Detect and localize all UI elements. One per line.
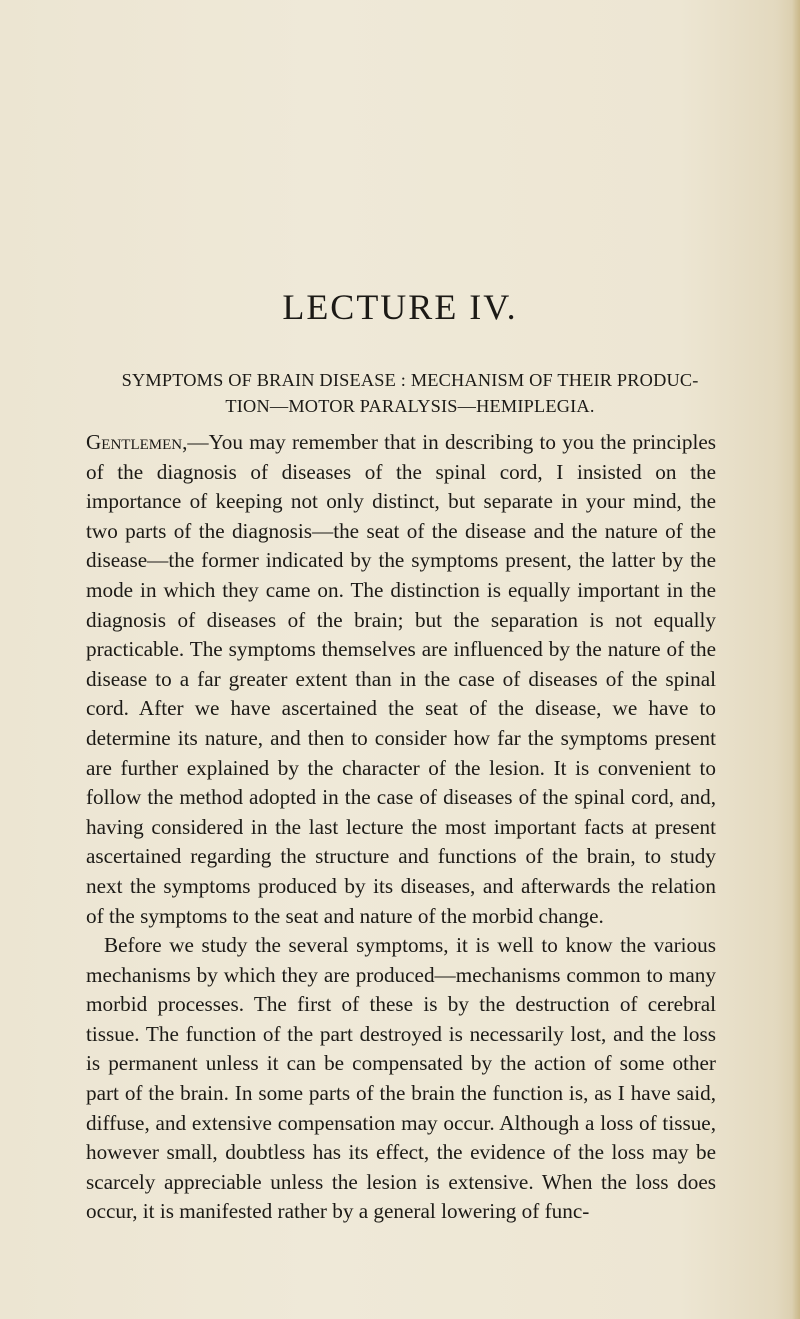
paragraph-2-text: Before we study the several symptoms, it is well to know the various mechanisms by which they are produced—mechanisms common to many morbid processes. The first of these is by the destruction of cerebral tissue. The function of the part destroyed is necessarily lost, and the loss is permanent unless it can be compensated by the action of some other part of the brain. In some parts of the brain the function is, as I have said, diffuse, and extensive compensation may occur. Although a loss of tissue, however small, doubtless has its effect, the evidence of the loss may be scarcely appreciable unless the lesion is extensive. When the loss does occur, it is manifested rather by a general lowering of func- <box>86 933 716 1224</box>
paragraph-1 <box>86 428 716 931</box>
lecture-subtitle: SYMPTOMS OF BRAIN DISEASE : MECHANISM OF THEIR PRODUCTION—MOTOR PARALYSIS—HEMIPLEGIA. <box>121 370 699 416</box>
paragraph-1-text: —You may remember that in describing to you the principles of the diagnosis of diseases of the spinal cord, I insisted on the importance of keeping not only distinct, but separate in your mind, the two parts of the diagnosis—the seat of the disease and the nature of the disease—the former indicated by the symptoms present, the latter by the mode in which they came on. The distinction is equally important in the diagnosis of diseases of the brain; but the separation is not equally practicable. The symptoms themselves are influenced by the nature of the disease to a far greater extent than in the case of diseases of the spinal cord. After we have ascertained the seat of the disease, we have to determine its nature, and then to consider how far the symptoms present are further explained by the character of the lesion. It is convenient to follow the method adopted in the case of diseases of the spinal cord, and, having considered in the last lecture the most important facts at present ascertained regarding the structure and functions of the brain, to study next the symptoms produced by its diseases, and afterwards the relation of the symptoms to the seat and nature of the morbid change. <box>86 430 716 928</box>
paragraph-2 <box>86 931 716 1227</box>
lecture-title: LECTURE IV. <box>282 287 518 327</box>
body-text <box>86 428 716 1227</box>
page-edge-shadow <box>792 0 800 1319</box>
salutation: Gentlemen, <box>86 430 188 454</box>
